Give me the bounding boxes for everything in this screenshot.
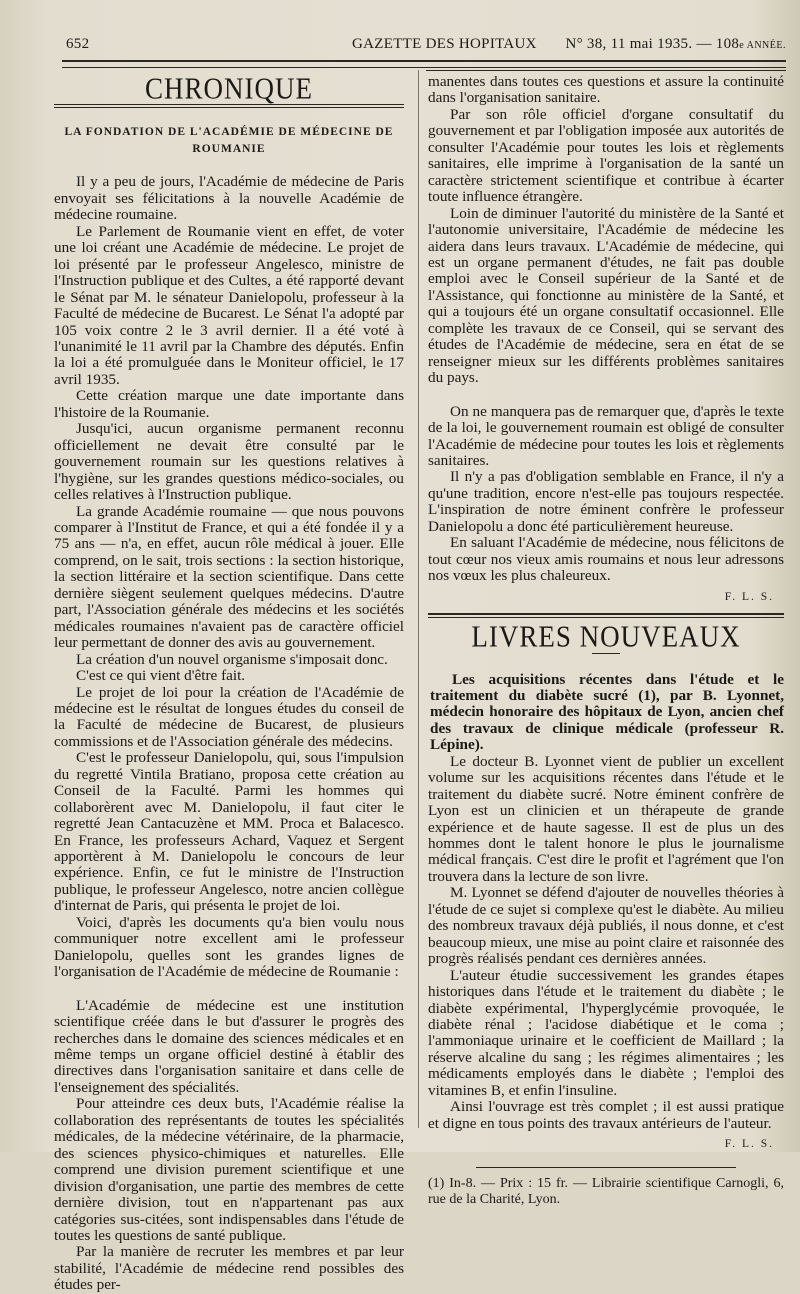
paragraph: Le docteur B. Lyonnet vient de publier un excellent volume sur les acquisitions récentes dans l'étude et le traitement du diabète sucré. Notre éminent confrère de Lyon est un clinicien et un thérapeute de grande expérience et de haute sagesse. Il est de plus un des hommes dont le talent honore le plus le journalisme médical français. C'est dire le profit et l'agrément que l'on trouvera dans la lecture de son livre. (428, 752, 784, 885)
paragraph: Pour atteindre ces deux buts, l'Académie réalise la collaboration des représentants de toutes les spécialités médicales, de la médecine vétérinaire, de la pharmacie, des sciences physico-chimiques et naturelles. Elle comprend une division purement scientifique et une division d'organisation, une partie des membres de cette dernière division, tout en n'appartenant pas aux catégories sus-citées, sont indispensables dans l'étude de toutes les questions de santé publique. (54, 1095, 404, 1244)
left-column (54, 70, 404, 1294)
paragraph: Cette création marque une date importante dans l'histoire de la Roumanie. (54, 387, 404, 421)
paragraph: Le projet de loi pour la création de l'Académie de médecine est le résultat de longues études du conseil de la Faculté de médecine de Bucarest, de plusieurs commissions et de l'Association générale des médecins. (54, 683, 404, 750)
paragraph: Par la manière de recruter les membres et par leur stabilité, l'Académie de médecine rend possibles des études per- (54, 1243, 404, 1294)
page-header (66, 36, 786, 60)
right-column (428, 74, 784, 1208)
paragraph: Le Parlement de Roumanie vient en effet, de voter une loi créant une Académie de médecine. Le projet de loi présenté par le professeur Angelesco, ministre de l'Instruction publique et des Cultes, a été rapporté devant le Sénat par M. le sénateur Danielopolu, professeur à la Faculté de médecine de Bucarest. Le Sénat l'a adopté par 105 voix contre 2 le 3 avril dernier. Il a été voté à l'unanimité le 11 avril par la Chambre des députés. Enfin la loi a été promulguée dans le Moniteur officiel, le 17 avril 1935. (54, 222, 404, 388)
footnote: (1) In-8. — Prix : 15 fr. — Librairie scientifique Carnogli, 6, rue de la Charité, Lyon. (428, 1175, 784, 1207)
chronique-signature: F. L. S. (724, 590, 774, 603)
book-heading: Les acquisitions récentes dans l'étude et le traitement du diabète sucré (1), par B. Lyonnet, médecin honoraire des hôpitaux de Lyon, ancien chef des travaux de clinique médicale (professeur R. Lépine). (430, 670, 784, 754)
paragraph: La création d'un nouvel organisme s'imposait donc. (76, 650, 388, 668)
issue-suffix: e ANNÉE. (739, 40, 786, 51)
chronique-subtitle: LA FONDATION DE L'ACADÉMIE DE MÉDECINE DE ROUMANIE (64, 126, 394, 156)
paragraph: Jusqu'ici, aucun organisme permanent reconnu officiellement ne devait être consulté par le gouvernement roumain sur les questions relatives à l'hygiène, sur les grandes questions médico-sociales, ou celles relatives à l'Instruction publique. (54, 420, 404, 504)
header-rule-secondary (426, 70, 786, 71)
footnote-rule (476, 1167, 736, 1168)
paragraph: Voici, d'après les documents qu'a bien voulu nous communiquer notre excellent ami le professeur Danielopolu, quelles sont les grandes lignes de l'organisation de l'Académie de médecine de Roumanie : (54, 913, 404, 981)
section-rule (428, 613, 784, 618)
header-rule (62, 60, 786, 68)
column-divider (418, 70, 419, 1128)
livres-title: LIVRES NOUVEAUX (471, 618, 741, 654)
livres-signature: F. L. S. (724, 1138, 774, 1151)
chronique-title: CHRONIQUE (145, 70, 313, 106)
paragraph: Par son rôle officiel d'organe consultatif du gouvernement et par l'obligation imposée aux autorités de consulter l'Académie pour toutes les lois et règlements sanitaires, elle imprime à l'organisation de la santé un caractère strictement scientifique et contribue à écarter toute influence étrangère. (428, 105, 784, 206)
paragraph-continued: manentes dans toutes ces questions et assure la continuité dans l'organisation sanitaire. (428, 73, 784, 107)
paragraph: Loin de diminuer l'autorité du ministère de la Santé et l'autonomie universitaire, l'Académie de médecine les aidera dans leurs travaux. L'Académie de médecine, qui est un organe permanent d'études, ne fait pas double emploi avec le Conseil supérieur de la Santé et de l'Assistance, qui fonctionne au ministère de la Santé, et qui a toujours été un organe consultatif occasionnel. Elle complète les travaux de ce Conseil, qui se servant des études de l'Académie de médecine, sera en état de se renseigner mieux sur les différents problèmes sanitaires du pays. (428, 204, 784, 387)
paragraph: Il y a peu de jours, l'Académie de médecine de Paris envoyait ses félicitations à la nouvelle Académie de médecine roumaine. (54, 173, 404, 224)
journal-title: GAZETTE DES HOPITAUX (352, 36, 537, 52)
paragraph: On ne manquera pas de remarquer que, d'après le texte de la loi, le gouvernement roumain est obligé de consulter l'Académie de médecine pour toutes les lois et règlements sanitaires. (428, 402, 784, 469)
paragraph: C'est le professeur Danielopolu, qui, sous l'impulsion du regretté Vintila Bratiano, proposa cette création au Conseil de la Faculté. Parmi les hommes qui collaborèrent avec M. Danielopolu, il faut citer le regretté Jean Cantacuzène et MM. Proca et Balacesco. En France, les professeurs Achard, Vaquez et Sergent apportèrent à M. Danielopolu le concours de leur expérience. Enfin, ce fut le ministre de l'Instruction publique, le professeur Angelesco, notre ancien collègue d'internat de Paris, qui présenta le projet de loi. (54, 749, 404, 915)
paragraph: C'est ce qui vient d'être fait. (76, 667, 246, 685)
paragraph: Il n'y a pas d'obligation semblable en France, il n'y a qu'une tradition, encore n'est-elle pas toujours respectée. L'inspiration de notre éminent confrère le professeur Danielopolu a donc été particulièrement heureuse. (428, 468, 784, 535)
paragraph: L'auteur étudie successivement les grandes étapes historiques dans l'étude et le traitement du diabète ; le diabète expérimental, l'hyperglycémie provoquée, le diabète rénal ; l'acidose diabétique et le coma ; l'ammoniaque urinaire et le coefficient de Maillard ; la réserve alcaline du sang ; les régimes alimentaires ; les médicaments employés dans le diabète ; l'emploi des vitamines B, et enfin l'insuline. (428, 966, 784, 1099)
paragraph: L'Académie de médecine est une institution scientifique créée dans le but d'assurer le progrès des recherches dans le domaine des sciences médicales et en même temps un organe officiel destiné à établir des directives dans l'organisation sanitaire et dans celle de l'enseignement des spécialités. (54, 996, 404, 1096)
paragraph: M. Lyonnet se défend d'ajouter de nouvelles théories à l'étude de ce sujet si complexe qu'est le diabète. Au milieu des nombreux travaux déjà publiés, il nous donne, et c'est beaucoup mieux, une mise au point claire et raisonnée des progrès réalisés pendant ces dernières années. (428, 884, 784, 968)
issue-info: N° 38, 11 mai 1935. — 108e ANNÉE. (565, 36, 786, 52)
paragraph: Ainsi l'ouvrage est très complet ; il est aussi pratique et digne en tous points des travaux antérieurs de l'auteur. (428, 1098, 784, 1132)
page-number: 652 (66, 36, 90, 52)
paragraph: En saluant l'Académie de médecine, nous félicitons de tout cœur nos vieux amis roumains et nous leur adressons nos vœux les plus chaleureux. (428, 534, 784, 585)
paragraph: La grande Académie roumaine — que nous pouvons comparer à l'Institut de France, et qui a été fondée il y a 75 ans — n'a, en effet, aucun rôle médical à jouer. Elle comprend, on le sait, trois sections : la section historique, la section littéraire et la section scientifique. Dans cette dernière siègent seulement quelques médecins. D'autre part, l'Association générale des médecins et les sociétés médicales roumaines n'avaient pas de caractère officiel leur permettant de donner des avis au gouvernement. (54, 502, 404, 652)
